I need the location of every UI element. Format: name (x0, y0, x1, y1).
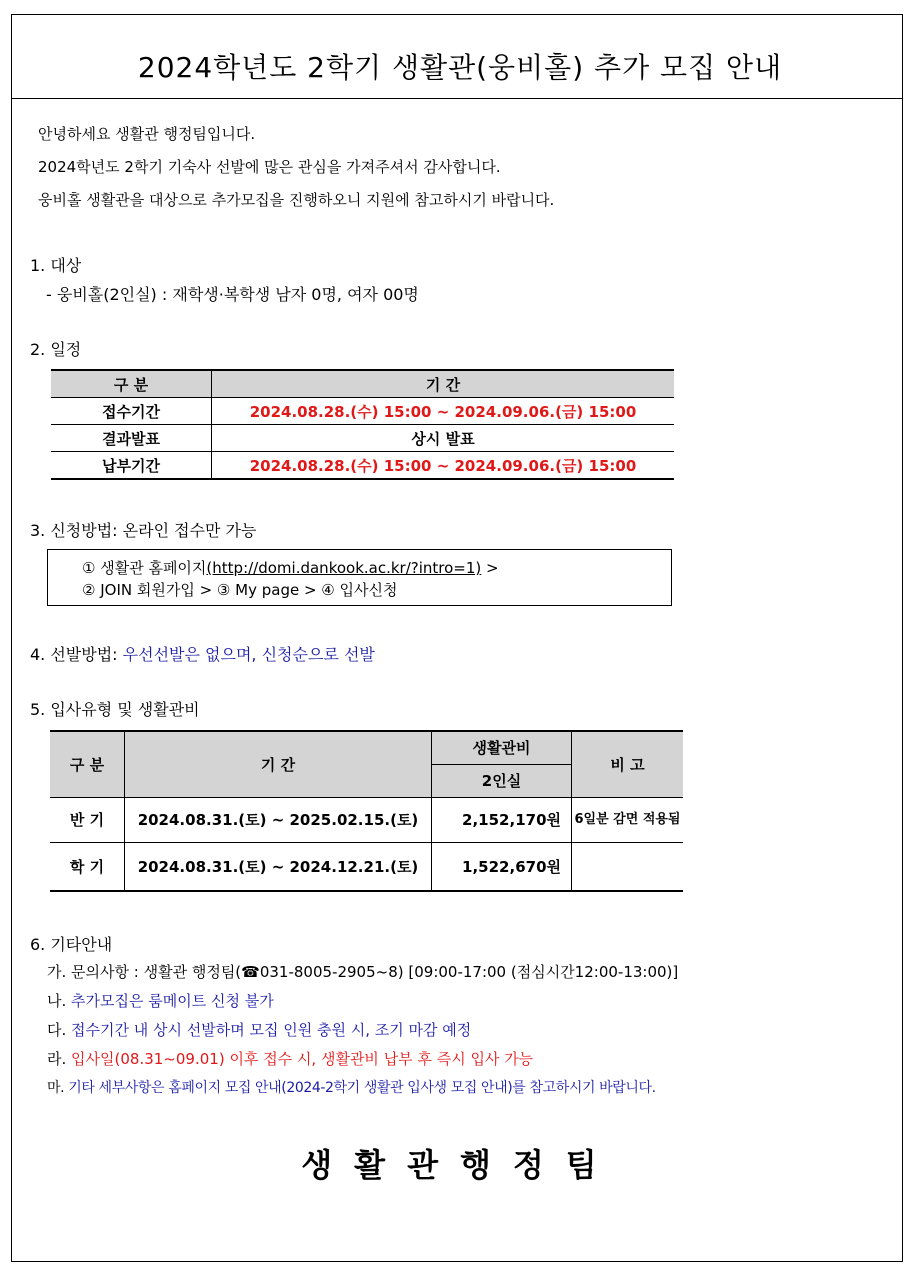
intro-line-3: 웅비홀 생활관을 대상으로 추가모집을 진행하오니 지원에 참고하시기 바랍니다. (38, 191, 555, 209)
fee-table (50, 730, 683, 892)
application-step-1 (82, 557, 499, 578)
section-4-label: 4. 선발방법: (30, 645, 118, 664)
notice-item-mark: 마. (47, 1080, 65, 1096)
schedule-row (51, 452, 674, 480)
fee-row-period: 2024.08.31.(토) ~ 2025.02.15.(토) (125, 797, 432, 842)
notice-item-mark: 나. (47, 992, 67, 1010)
fee-row (50, 842, 683, 891)
fee-header-period: 기 간 (125, 731, 432, 797)
section-4 (30, 642, 375, 665)
notice-item-mark: 가. (47, 963, 67, 981)
application-step-2: ② JOIN 회원가입 > ③ My page > ④ 입사신청 (82, 581, 398, 599)
schedule-row-value: 상시 발표 (212, 425, 675, 452)
notice-item (47, 1077, 656, 1097)
intro-line-1: 안녕하세요 생활관 행정팀입니다. (38, 125, 256, 143)
schedule-header-row (51, 370, 674, 398)
fee-row-note: 6일분 감면 적용됨 (572, 797, 684, 842)
fee-header-type: 구 분 (50, 731, 125, 797)
fee-header-row (50, 731, 683, 764)
step-1-prefix: ① 생활관 홈페이지 (82, 559, 207, 577)
section-3-heading: 3. 신청방법: 온라인 접수만 가능 (30, 521, 257, 540)
section-5-heading: 5. 입사유형 및 생활관비 (30, 700, 200, 719)
schedule-row-value: 2024.08.28.(수) 15:00 ~ 2024.09.06.(금) 15:00 (212, 398, 675, 425)
schedule-row-label: 결과발표 (51, 425, 212, 452)
fee-row-note (572, 842, 684, 891)
section-1-heading: 1. 대상 (30, 256, 82, 275)
section-4-text: 우선선발은 없으며, 신청순으로 선발 (122, 645, 375, 664)
fee-row-period: 2024.08.31.(토) ~ 2024.12.21.(토) (125, 842, 432, 891)
fee-header-note: 비 고 (572, 731, 684, 797)
notice-item (47, 1019, 471, 1040)
notice-item-text: 문의사항 : 생활관 행정팀(☎031-8005-2905~8) [09:00-17:00 (점심시간12:00-13:00)] (71, 963, 679, 981)
notice-item-mark: 다. (47, 1021, 67, 1039)
notice-item (47, 961, 678, 982)
section-2-heading: 2. 일정 (30, 340, 82, 359)
schedule-table (51, 369, 674, 480)
intro-line-2: 2024학년도 2학기 기숙사 선발에 많은 관심을 가져주셔서 감사합니다. (38, 158, 501, 176)
notice-item-mark: 라. (47, 1050, 67, 1068)
schedule-header-category: 구 분 (51, 370, 212, 398)
fee-row-type: 반 기 (50, 797, 125, 842)
fee-header-room: 2인실 (432, 764, 572, 797)
page-title: 2024학년도 2학기 생활관(웅비홀) 추가 모집 안내 (137, 51, 783, 84)
notice-item-text: 입사일(08.31~09.01) 이후 접수 시, 생활관비 납부 후 즉시 입사 가능 (71, 1050, 534, 1068)
schedule-row (51, 425, 674, 452)
application-steps-box (47, 549, 672, 606)
footer-signature: 생활관행정팀 (301, 1146, 619, 1184)
schedule-row (51, 398, 674, 425)
section-6-heading: 6. 기타안내 (30, 935, 113, 954)
fee-row-amount: 1,522,670원 (432, 842, 572, 891)
notice-item (47, 1048, 533, 1069)
title-divider (11, 98, 903, 99)
notice-item-text: 접수기간 내 상시 선발하며 모집 인원 충원 시, 조기 마감 예정 (71, 1021, 472, 1039)
homepage-link[interactable]: (http://domi.dankook.ac.kr/?intro=1) (206, 559, 482, 577)
fee-row-amount: 2,152,170원 (432, 797, 572, 842)
step-1-suffix: > (481, 559, 499, 577)
fee-header-fee: 생활관비 (432, 731, 572, 764)
section-1-item: - 웅비홀(2인실) : 재학생·복학생 남자 0명, 여자 00명 (46, 285, 419, 304)
schedule-row-value: 2024.08.28.(수) 15:00 ~ 2024.09.06.(금) 15:00 (212, 452, 675, 480)
notice-item (47, 990, 274, 1011)
fee-row (50, 797, 683, 842)
notice-item-text: 기타 세부사항은 홈페이지 모집 안내(2024-2학기 생활관 입사생 모집 안내)를 참고하시기 바랍니다. (68, 1080, 656, 1096)
schedule-row-label: 납부기간 (51, 452, 212, 480)
notice-item-text: 추가모집은 룸메이트 신청 불가 (71, 992, 274, 1010)
fee-row-type: 학 기 (50, 842, 125, 891)
schedule-row-label: 접수기간 (51, 398, 212, 425)
schedule-header-period: 기 간 (212, 370, 675, 398)
